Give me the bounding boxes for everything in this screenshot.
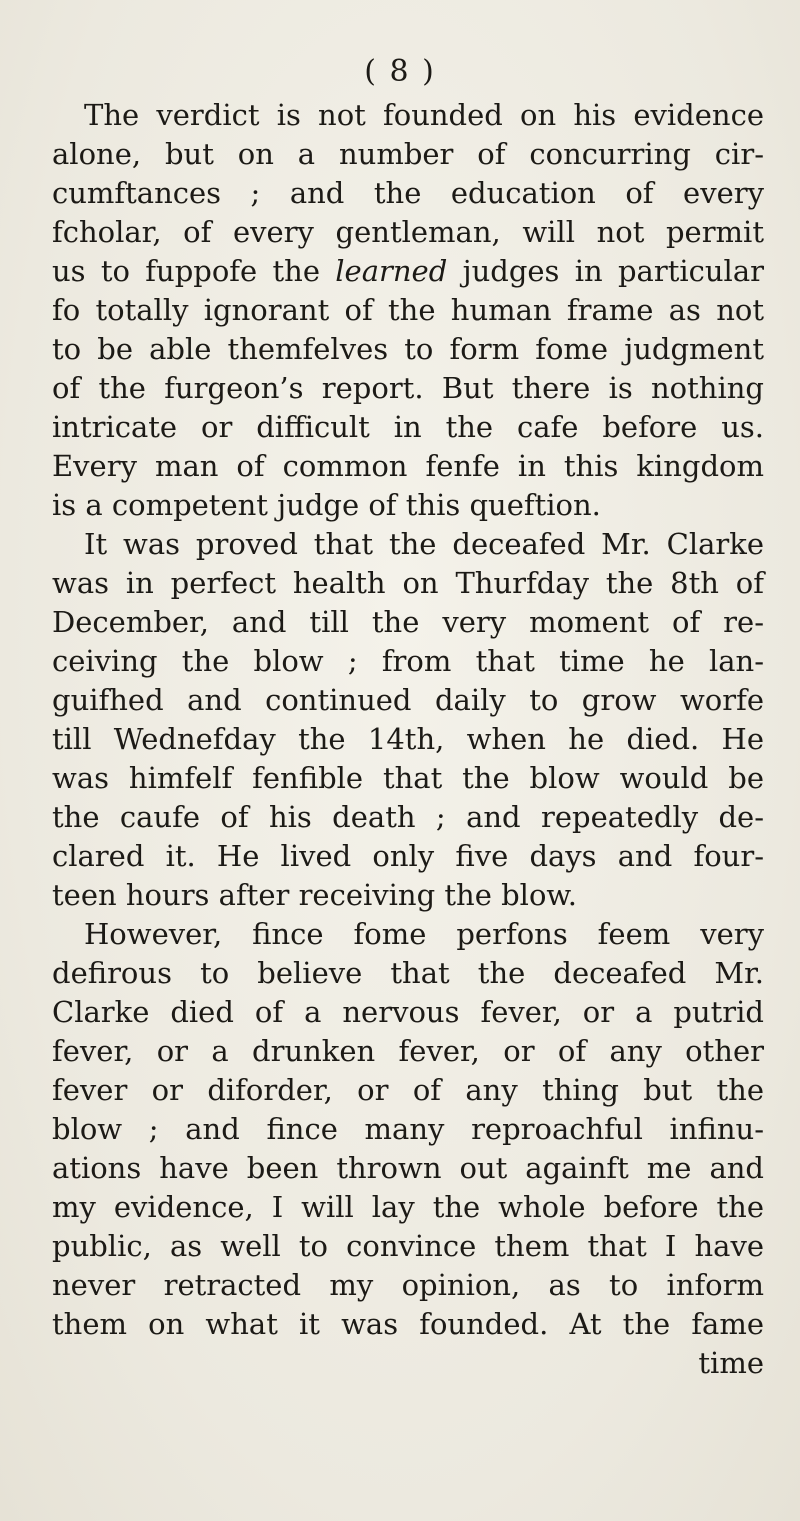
text-line: ations have been thrown out againft me and — [52, 1151, 764, 1185]
text-line: never retracted my opinion, as to inform — [52, 1268, 764, 1302]
text-line: them on what it was founded. At the fame — [52, 1307, 764, 1341]
text-line: the caufe of his death ; and repeatedly de- — [52, 800, 764, 834]
page-number: ( 8 ) — [364, 54, 436, 89]
text-line: guifhed and continued daily to grow worfe — [52, 683, 764, 717]
text-line: till Wednefday the 14th, when he died. He — [52, 722, 764, 756]
text-line: ceiving the blow ; from that time he lan- — [52, 644, 764, 678]
text-line: The verdict is not founded on his evidence — [84, 98, 764, 132]
text-line: clared it. He lived only five days and four- — [52, 839, 764, 873]
text-line: was in perfect health on Thurfday the 8th of — [52, 566, 764, 600]
text-line: Clarke died of a nervous fever, or a putrid — [52, 995, 764, 1029]
text-line: to be able themfelves to form fome judgment — [52, 332, 764, 366]
text-line: It was proved that the deceafed Mr. Clarke — [84, 527, 764, 561]
italic-word: learned — [335, 254, 448, 288]
text-line: cumftances ; and the education of every — [52, 176, 764, 210]
text-line: fever, or a drunken fever, or of any other — [52, 1034, 764, 1068]
body-text — [52, 96, 764, 1383]
text-line: teen hours after receiving the blow. — [52, 878, 578, 912]
text-line: intricate or difficult in the cafe before us. — [52, 410, 764, 444]
text-line: fever or diforder, or of any thing but the — [52, 1073, 764, 1107]
text-line: However, fince fome perfons feem very — [84, 917, 764, 951]
text-line: December, and till the very moment of re- — [52, 605, 764, 639]
text-line — [52, 252, 764, 291]
text-run: us to fuppofe the — [52, 254, 336, 288]
text-line: my evidence, I will lay the whole before the — [52, 1190, 764, 1224]
text-line: fo totally ignorant of the human frame as not — [52, 293, 764, 327]
catchword: time — [698, 1346, 764, 1380]
text-line: defirous to believe that the deceafed Mr. — [52, 956, 764, 990]
text-line: of the furgeon’s report. But there is nothing — [52, 371, 764, 405]
text-line: blow ; and fince many reproachful infinu- — [52, 1112, 764, 1146]
text-line: public, as well to convince them that I have — [52, 1229, 764, 1263]
text-line: alone, but on a number of concurring cir- — [52, 137, 764, 171]
text-line: was himfelf fenfible that the blow would be — [52, 761, 764, 795]
text-run: judges in particular — [447, 254, 764, 288]
text-line: fcholar, of every gentleman, will not permit — [52, 215, 764, 249]
text-line: is a competent judge of this queftion. — [52, 488, 601, 522]
text-line: Every man of common fenfe in this kingdom — [52, 449, 764, 483]
